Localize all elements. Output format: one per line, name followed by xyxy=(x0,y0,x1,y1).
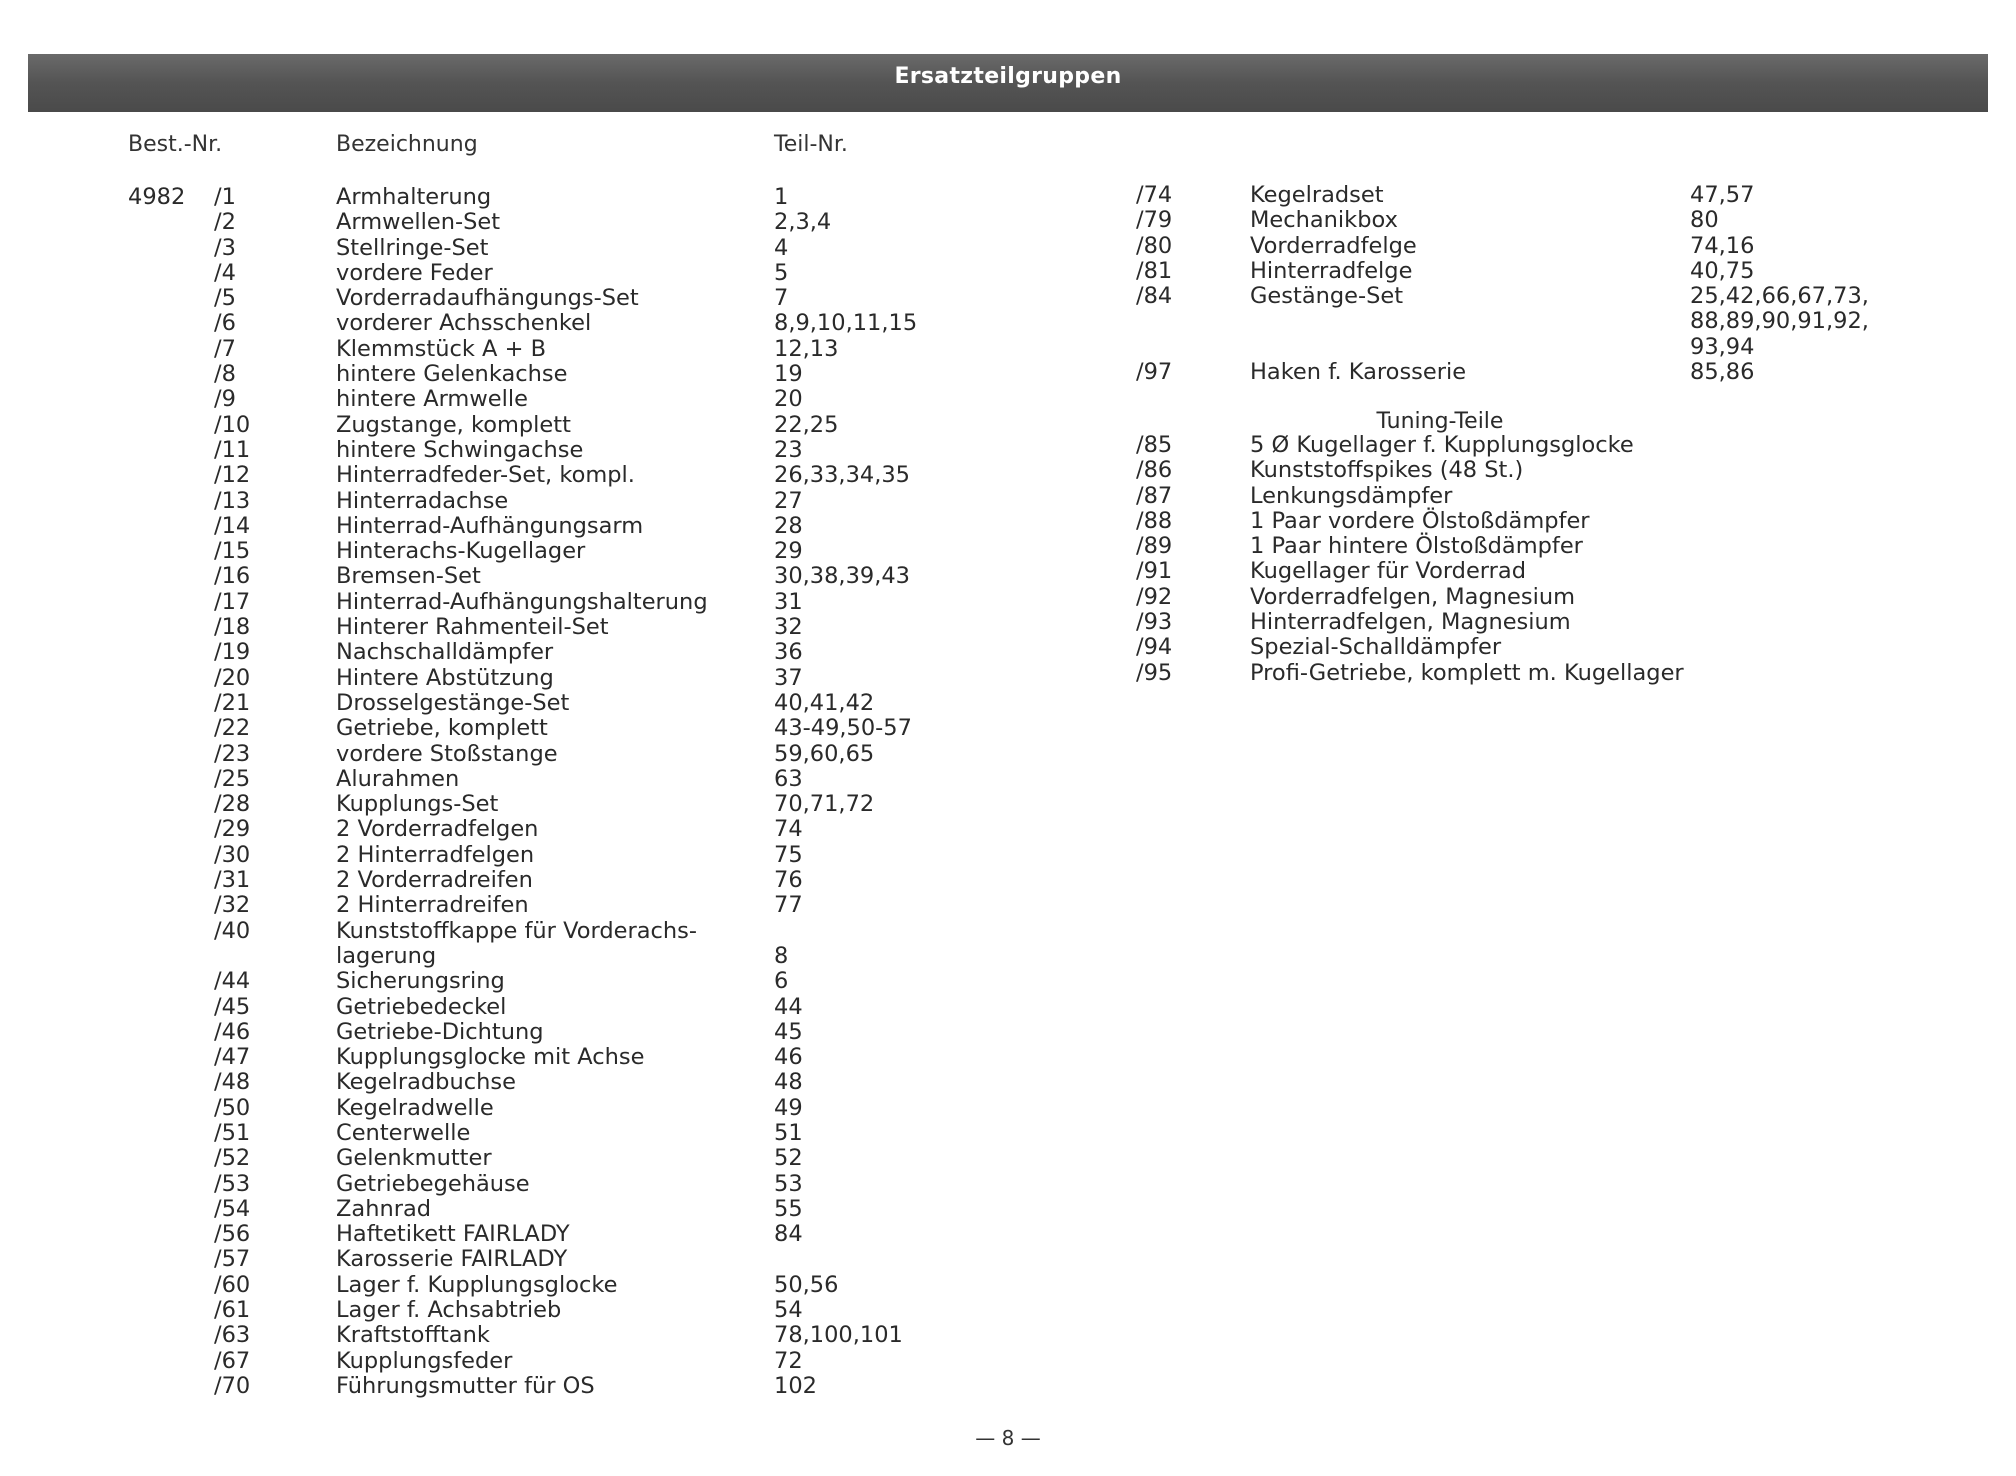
row-bezeichnung: Hinterrad-Aufhängungshalterung xyxy=(336,588,708,615)
column-header-bezeichnung: Bezeichnung xyxy=(336,132,478,157)
row-best-nr: /30 xyxy=(214,841,251,868)
row-bezeichnung: Armhalterung xyxy=(336,184,492,210)
row-bezeichnung: Zugstange, komplett xyxy=(336,411,571,438)
tuning-row-bezeichnung: Vorderradfelgen, Magnesium xyxy=(1250,583,1576,610)
page-number: — 8 — xyxy=(975,1426,1041,1450)
tuning-row-best-nr: /88 xyxy=(1136,507,1173,534)
row-teil-nr: 7 xyxy=(774,285,789,312)
row-bezeichnung xyxy=(1250,309,1466,334)
row-best-nr: /19 xyxy=(214,639,251,666)
row-best-nr: /81 xyxy=(1136,257,1173,284)
row-best-nr: /22 xyxy=(214,715,251,742)
row-teil-nr: 40,41,42 xyxy=(774,689,875,716)
row-best-nr: /47 xyxy=(214,1044,251,1071)
row-bezeichnung: Vorderradfelge xyxy=(1250,232,1417,259)
row-best-nr: /67 xyxy=(214,1347,251,1374)
row-bezeichnung: Kupplungs-Set xyxy=(336,791,499,818)
row-teil-nr: 53 xyxy=(774,1170,803,1197)
row-best-nr: /2 xyxy=(214,209,236,236)
row-best-nr: /63 xyxy=(214,1322,251,1349)
section-header-bar xyxy=(28,54,1988,112)
row-teil-nr: 47,57 xyxy=(1690,182,1755,208)
row-best-nr: /70 xyxy=(214,1372,251,1399)
row-bezeichnung xyxy=(1250,335,1466,360)
row-best-nr: /40 xyxy=(214,917,251,944)
row-teil-nr: 74 xyxy=(774,816,803,843)
row-teil-nr: 70,71,72 xyxy=(774,791,875,818)
row-teil-nr: 27 xyxy=(774,487,803,514)
row-teil-nr: 4 xyxy=(774,234,789,261)
tuning-row-bezeichnung: Spezial-Schalldämpfer xyxy=(1250,634,1502,661)
tuning-row-bezeichnung: Profi-Getriebe, komplett m. Kugellager xyxy=(1250,659,1684,686)
row-teil-nr: 29 xyxy=(774,538,803,565)
row-teil-nr: 63 xyxy=(774,765,803,792)
row-teil-nr: 52 xyxy=(774,1145,803,1172)
row-teil-nr xyxy=(774,919,917,944)
tuning-row-best-nr: /87 xyxy=(1136,482,1173,509)
row-best-nr: /57 xyxy=(214,1246,251,1273)
row-bezeichnung: 2 Hinterradreifen xyxy=(336,892,529,919)
row-bezeichnung: hintere Schwingachse xyxy=(336,436,584,463)
row-best-nr: /56 xyxy=(214,1221,251,1248)
row-best-nr: /23 xyxy=(214,740,251,767)
row-best-nr: /60 xyxy=(214,1271,251,1298)
row-bezeichnung: Haftetikett FAIRLADY xyxy=(336,1221,570,1248)
row-bezeichnung: Hinterradfeder-Set, kompl. xyxy=(336,462,635,489)
row-bezeichnung: Kunststoffkappe für Vorderachs- xyxy=(336,917,697,944)
row-teil-nr: 49 xyxy=(774,1094,803,1121)
row-teil-nr: 19 xyxy=(774,361,803,388)
row-best-nr: /8 xyxy=(214,361,236,388)
left-best-nr-column xyxy=(214,185,250,1399)
row-teil-nr: 88,89,90,91,92, xyxy=(1690,308,1869,335)
row-bezeichnung: Mechanikbox xyxy=(1250,207,1398,234)
row-bezeichnung: Getriebegehäuse xyxy=(336,1170,530,1197)
row-best-nr: /31 xyxy=(214,867,251,894)
row-bezeichnung: Lager f. Kupplungsglocke xyxy=(336,1271,618,1298)
row-teil-nr: 43-49,50-57 xyxy=(774,715,912,742)
row-best-nr: /53 xyxy=(214,1170,251,1197)
row-teil-nr: 6 xyxy=(774,968,789,995)
row-teil-nr: 44 xyxy=(774,993,803,1020)
row-teil-nr: 84 xyxy=(774,1221,803,1248)
row-teil-nr: 28 xyxy=(774,512,803,539)
row-best-nr: /7 xyxy=(214,335,236,362)
row-bezeichnung: vordere Stoßstange xyxy=(336,740,558,767)
row-teil-nr: 48 xyxy=(774,1069,803,1096)
row-teil-nr: 37 xyxy=(774,664,803,691)
row-teil-nr: 22,25 xyxy=(774,411,839,438)
tuning-row-best-nr: /86 xyxy=(1136,457,1173,484)
row-bezeichnung: vorderer Achsschenkel xyxy=(336,310,592,337)
row-teil-nr: 32 xyxy=(774,614,803,641)
row-best-nr xyxy=(1136,335,1172,360)
row-teil-nr: 40,75 xyxy=(1690,257,1755,284)
row-bezeichnung: Getriebe-Dichtung xyxy=(336,1018,544,1045)
row-bezeichnung: vordere Feder xyxy=(336,259,493,286)
row-bezeichnung: 2 Vorderradreifen xyxy=(336,867,533,894)
tuning-row-best-nr: /89 xyxy=(1136,533,1173,560)
tuning-row-bezeichnung: 5 Ø Kugellager f. Kupplungsglocke xyxy=(1250,432,1634,458)
right-teil-nr-column xyxy=(1690,183,1869,385)
row-bezeichnung: Kraftstofftank xyxy=(336,1322,490,1349)
row-best-nr: /84 xyxy=(1136,283,1173,310)
row-best-nr: /13 xyxy=(214,487,251,514)
row-teil-nr: 31 xyxy=(774,588,803,615)
tuning-heading: Tuning-Teile xyxy=(1376,409,1504,434)
row-best-nr: /97 xyxy=(1136,359,1173,386)
row-bezeichnung: Getriebedeckel xyxy=(336,993,507,1020)
row-teil-nr: 78,100,101 xyxy=(774,1322,903,1349)
row-best-nr: /5 xyxy=(214,285,236,312)
tuning-best-nr-column xyxy=(1136,433,1172,686)
row-best-nr: /14 xyxy=(214,512,251,539)
tuning-row-best-nr: /85 xyxy=(1136,432,1173,458)
row-bezeichnung: Gelenkmutter xyxy=(336,1145,492,1172)
row-best-nr: /18 xyxy=(214,614,251,641)
row-best-nr: /17 xyxy=(214,588,251,615)
row-teil-nr: 25,42,66,67,73, xyxy=(1690,283,1869,310)
row-best-nr: /32 xyxy=(214,892,251,919)
row-teil-nr: 12,13 xyxy=(774,335,839,362)
row-best-nr: /12 xyxy=(214,462,251,489)
row-bezeichnung: Haken f. Karosserie xyxy=(1250,359,1467,386)
row-best-nr: /3 xyxy=(214,234,236,261)
row-bezeichnung: Sicherungsring xyxy=(336,968,505,995)
tuning-row-bezeichnung: Kugellager für Vorderrad xyxy=(1250,558,1526,585)
row-teil-nr: 8 xyxy=(774,942,789,969)
tuning-row-bezeichnung: Lenkungsdämpfer xyxy=(1250,482,1453,509)
row-bezeichnung: Klemmstück A + B xyxy=(336,335,547,362)
tuning-row-best-nr: /91 xyxy=(1136,558,1173,585)
row-best-nr: /28 xyxy=(214,791,251,818)
row-bezeichnung: Armwellen-Set xyxy=(336,209,501,236)
row-teil-nr xyxy=(774,1247,917,1272)
row-best-nr: /54 xyxy=(214,1195,251,1222)
row-best-nr: /6 xyxy=(214,310,236,337)
row-bezeichnung: Führungsmutter für OS xyxy=(336,1372,595,1399)
tuning-row-bezeichnung: 1 Paar vordere Ölstoßdämpfer xyxy=(1250,507,1590,534)
row-teil-nr: 76 xyxy=(774,867,803,894)
left-bezeichnung-column xyxy=(336,185,708,1399)
row-bezeichnung: Gestänge-Set xyxy=(1250,283,1404,310)
row-teil-nr: 51 xyxy=(774,1119,803,1146)
order-prefix: 4982 xyxy=(128,184,186,210)
tuning-row-best-nr: /93 xyxy=(1136,609,1173,636)
row-teil-nr: 1 xyxy=(774,184,789,210)
row-bezeichnung: hintere Armwelle xyxy=(336,386,528,413)
row-bezeichnung: Zahnrad xyxy=(336,1195,432,1222)
row-bezeichnung: Getriebe, komplett xyxy=(336,715,548,742)
row-bezeichnung: Hinterradachse xyxy=(336,487,509,514)
tuning-row-bezeichnung: 1 Paar hintere Ölstoßdämpfer xyxy=(1250,533,1583,560)
row-bezeichnung: Lager f. Achsabtrieb xyxy=(336,1297,562,1324)
row-bezeichnung: Centerwelle xyxy=(336,1119,471,1146)
tuning-row-bezeichnung: Hinterradfelgen, Magnesium xyxy=(1250,609,1571,636)
row-bezeichnung: Kegelradset xyxy=(1250,182,1384,208)
row-best-nr: /44 xyxy=(214,968,251,995)
row-bezeichnung: lagerung xyxy=(336,942,437,969)
row-teil-nr: 59,60,65 xyxy=(774,740,875,767)
row-bezeichnung: Drosselgestänge-Set xyxy=(336,689,570,716)
row-best-nr: /16 xyxy=(214,563,251,590)
row-teil-nr: 5 xyxy=(774,259,789,286)
row-bezeichnung: Hinterer Rahmenteil-Set xyxy=(336,614,609,641)
row-bezeichnung: Kegelradbuchse xyxy=(336,1069,516,1096)
row-bezeichnung: 2 Vorderradfelgen xyxy=(336,816,539,843)
row-teil-nr: 8,9,10,11,15 xyxy=(774,310,918,337)
row-bezeichnung: Nachschalldämpfer xyxy=(336,639,554,666)
row-teil-nr: 2,3,4 xyxy=(774,209,832,236)
row-teil-nr: 93,94 xyxy=(1690,333,1755,360)
tuning-bezeichnung-column xyxy=(1250,433,1684,686)
row-bezeichnung: hintere Gelenkachse xyxy=(336,361,568,388)
row-best-nr: /46 xyxy=(214,1018,251,1045)
row-teil-nr: 23 xyxy=(774,436,803,463)
row-best-nr: /15 xyxy=(214,538,251,565)
row-teil-nr: 85,86 xyxy=(1690,359,1755,386)
tuning-row-best-nr: /92 xyxy=(1136,583,1173,610)
row-best-nr: /9 xyxy=(214,386,236,413)
row-bezeichnung: Alurahmen xyxy=(336,765,460,792)
row-bezeichnung: Kupplungsfeder xyxy=(336,1347,513,1374)
tuning-row-bezeichnung: Kunststoffspikes (48 St.) xyxy=(1250,457,1524,484)
tuning-row-best-nr: /95 xyxy=(1136,659,1173,686)
tuning-row-best-nr: /94 xyxy=(1136,634,1173,661)
row-teil-nr: 50,56 xyxy=(774,1271,839,1298)
row-teil-nr: 26,33,34,35 xyxy=(774,462,910,489)
row-best-nr: /4 xyxy=(214,259,236,286)
row-teil-nr: 72 xyxy=(774,1347,803,1374)
row-bezeichnung: Vorderradaufhängungs-Set xyxy=(336,285,639,312)
row-best-nr xyxy=(214,944,250,969)
column-header-teil-nr: Teil-Nr. xyxy=(774,132,848,157)
row-best-nr: /50 xyxy=(214,1094,251,1121)
right-best-nr-column xyxy=(1136,183,1172,385)
row-teil-nr: 75 xyxy=(774,841,803,868)
row-teil-nr: 54 xyxy=(774,1297,803,1324)
row-best-nr: /61 xyxy=(214,1297,251,1324)
row-teil-nr: 36 xyxy=(774,639,803,666)
row-best-nr: /1 xyxy=(214,184,236,210)
column-header-best-nr: Best.-Nr. xyxy=(128,132,223,157)
row-bezeichnung: 2 Hinterradfelgen xyxy=(336,841,535,868)
row-bezeichnung: Hinterrad-Aufhängungsarm xyxy=(336,512,644,539)
row-bezeichnung: Hintere Abstützung xyxy=(336,664,554,691)
row-best-nr: /52 xyxy=(214,1145,251,1172)
row-bezeichnung: Kupplungsglocke mit Achse xyxy=(336,1044,645,1071)
row-best-nr: /11 xyxy=(214,436,251,463)
row-teil-nr: 80 xyxy=(1690,207,1719,234)
row-bezeichnung: Kegelradwelle xyxy=(336,1094,494,1121)
row-best-nr: /51 xyxy=(214,1119,251,1146)
row-bezeichnung: Hinterachs-Kugellager xyxy=(336,538,586,565)
row-best-nr: /10 xyxy=(214,411,251,438)
row-best-nr: /80 xyxy=(1136,232,1173,259)
row-best-nr: /20 xyxy=(214,664,251,691)
row-teil-nr: 30,38,39,43 xyxy=(774,563,910,590)
row-best-nr: /25 xyxy=(214,765,251,792)
row-teil-nr: 45 xyxy=(774,1018,803,1045)
row-teil-nr: 55 xyxy=(774,1195,803,1222)
row-best-nr: /21 xyxy=(214,689,251,716)
row-best-nr: /48 xyxy=(214,1069,251,1096)
row-best-nr: /79 xyxy=(1136,207,1173,234)
row-teil-nr: 77 xyxy=(774,892,803,919)
row-teil-nr: 74,16 xyxy=(1690,232,1755,259)
row-bezeichnung: Stellringe-Set xyxy=(336,234,489,261)
right-bezeichnung-column xyxy=(1250,183,1466,385)
row-bezeichnung: Bremsen-Set xyxy=(336,563,481,590)
section-title: Ersatzteilgruppen xyxy=(894,64,1122,89)
row-bezeichnung: Karosserie FAIRLADY xyxy=(336,1246,568,1273)
row-best-nr xyxy=(1136,309,1172,334)
row-teil-nr: 102 xyxy=(774,1372,817,1399)
row-teil-nr: 46 xyxy=(774,1044,803,1071)
row-teil-nr: 20 xyxy=(774,386,803,413)
row-bezeichnung: Hinterradfelge xyxy=(1250,257,1413,284)
row-best-nr: /45 xyxy=(214,993,251,1020)
row-best-nr: /29 xyxy=(214,816,251,843)
left-teil-nr-column xyxy=(774,185,917,1399)
row-best-nr: /74 xyxy=(1136,182,1173,208)
